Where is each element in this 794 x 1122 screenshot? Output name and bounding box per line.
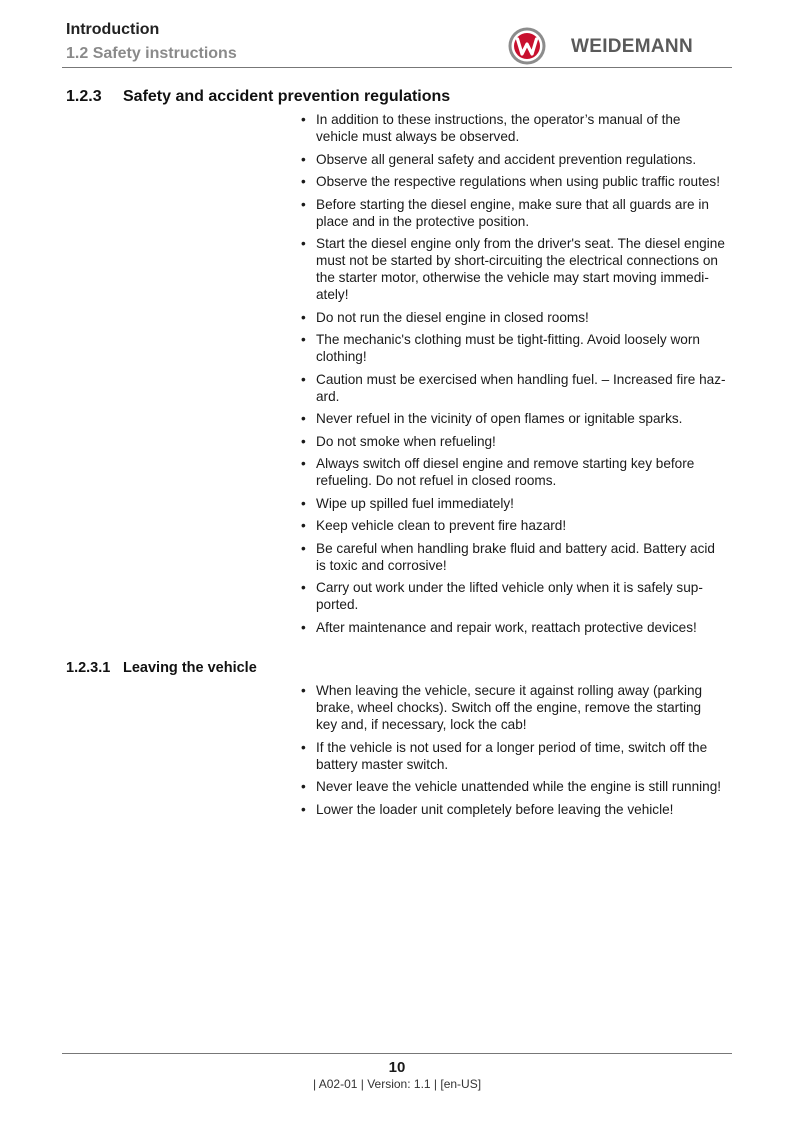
bullet-icon: • [301,518,306,533]
bullet-icon: • [301,801,306,817]
list-item: • Do not smoke when refueling! [301,433,496,449]
list-item: • Lower the loader unit completely before leaving the vehicle! [301,801,674,817]
page-number: 10 [388,1059,406,1076]
list-item: • Carry out work under the lifted vehicle only when it is safely supported. [301,580,703,612]
bullet-icon: • [301,196,306,212]
weidemann-logo [507,26,722,66]
subsection-number: 1.2.3.1 [66,660,111,676]
document-version: | A02-01 | Version: 1.1 | [en-US] [312,1077,482,1091]
header-chapter-title: Introduction [66,21,160,38]
bullet-icon: • [301,332,306,347]
bullet-icon: • [301,540,306,556]
list-item: • Never leave the vehicle unattended while the engine is still running! [301,779,722,794]
leaving-vehicle-list [301,682,726,823]
list-item: • Be careful when handling brake fluid and battery acid. Battery acid is toxic and corrosive! [301,540,715,573]
list-item: • The mechanic's clothing must be tight-fitting. Avoid loosely worn clothing! [301,332,700,364]
bullet-icon: • [301,309,306,325]
section-heading [66,88,450,106]
weidemann-logo-icon [507,26,549,68]
bullet-icon: • [301,433,306,449]
subsection-heading [66,660,257,676]
footer-divider [62,1053,732,1054]
bullet-icon: • [301,174,306,189]
bullet-icon: • [301,371,306,387]
bullet-icon: • [301,495,306,511]
header-section-title: 1.2 Safety instructions [66,45,237,62]
bullet-icon: • [301,739,306,755]
list-item: • After maintenance and repair work, reattach protective devices! [301,619,697,635]
list-item: • Keep vehicle clean to prevent fire hazard! [301,518,567,533]
safety-rules-list [301,111,726,641]
bullet-icon: • [301,619,306,635]
list-item: • Start the diesel engine only from the driver's seat. The diesel engine must not be started by short-circuiting the electrical connections on the starter motor, otherwise the vehicle may start moving immediately! [301,236,725,302]
bullet-icon: • [301,779,306,794]
list-item: • In addition to these instructions, the operator’s manual of the vehicle must always be observed. [301,112,681,144]
list-item: • When leaving the vehicle, secure it against rolling away (parking brake, wheel chocks). Switch off the engine, remove the starting key and, if necessary, lock the cab! [301,683,703,732]
logo-wordmark: WEIDEMANN [571,36,693,57]
bullet-icon: • [301,151,306,167]
list-item: • Observe the respective regulations when using public traffic routes! [301,174,721,189]
list-item: • If the vehicle is not used for a longer period of time, switch off the battery master switch. [301,739,708,772]
bullet-icon: • [301,236,306,251]
list-item: • Caution must be exercised when handling fuel. – Increased fire hazard. [301,371,726,404]
header-divider [62,67,732,68]
bullet-icon: • [301,112,306,127]
list-item: • Do not run the diesel engine in closed rooms! [301,309,589,325]
bullet-icon: • [301,683,306,698]
list-item: • Always switch off diesel engine and remove starting key before refueling. Do not refuel in closed rooms. [301,456,695,488]
subsection-title: Leaving the vehicle [123,660,257,676]
section-number: 1.2.3 [66,88,102,105]
list-item: • Before starting the diesel engine, make sure that all guards are in place and in the protective position. [301,196,709,229]
bullet-icon: • [301,456,306,471]
section-title: Safety and accident prevention regulations [123,88,451,105]
list-item: • Observe all general safety and accident prevention regulations. [301,151,697,167]
list-item: • Wipe up spilled fuel immediately! [301,495,514,511]
bullet-icon: • [301,580,306,595]
list-item: • Never refuel in the vicinity of open flames or ignitable sparks. [301,411,683,426]
bullet-icon: • [301,411,306,426]
